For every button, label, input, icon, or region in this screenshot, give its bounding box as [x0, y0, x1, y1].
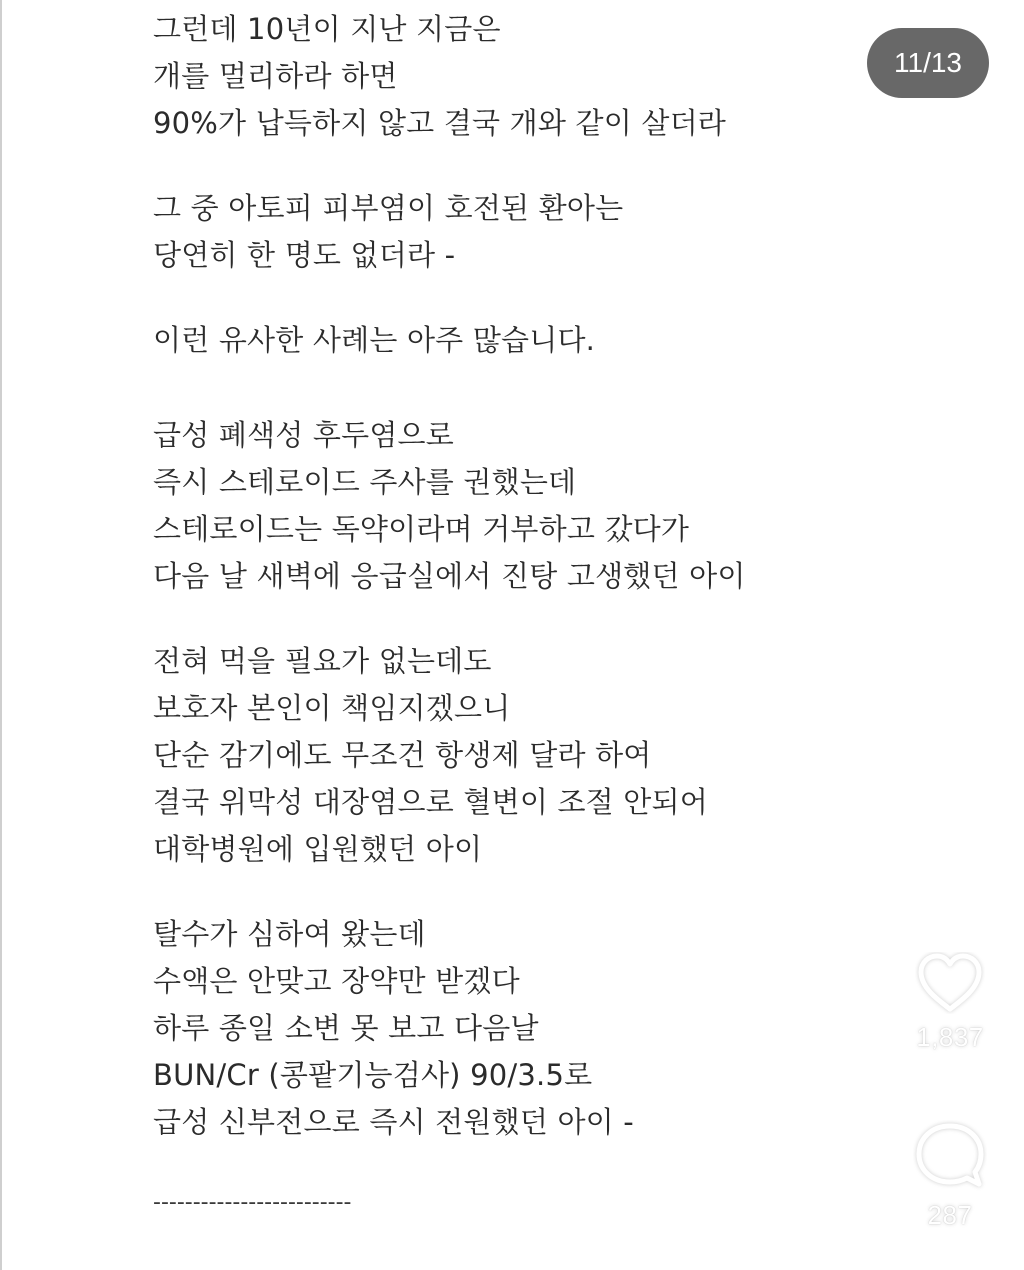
text-line: 하루 종일 소변 못 보고 다음날 — [153, 1011, 539, 1045]
text-line: 개를 멀리하라 하면 — [153, 59, 398, 93]
comment-button[interactable] — [905, 1120, 995, 1231]
post-text-image — [153, 6, 853, 1146]
like-button[interactable] — [905, 952, 995, 1053]
text-line: 단순 감기에도 무조건 항생제 달라 하여 — [153, 738, 652, 772]
text-line: 스테로이드는 독약이라며 거부하고 갔다가 — [153, 512, 690, 546]
text-line: 당연히 한 명도 없더라 - — [153, 238, 456, 272]
paragraph-4 — [153, 412, 853, 600]
text-line: BUN/Cr (콩팥기능검사) 90/3.5로 — [153, 1058, 593, 1092]
text-line: 대학병원에 입원했던 아이 — [153, 832, 483, 866]
text-line: 전혀 먹을 필요가 없는데도 — [153, 644, 492, 678]
paragraph-6 — [153, 911, 853, 1146]
heart-icon — [915, 952, 985, 1014]
text-line: 이런 유사한 사례는 아주 많습니다. — [153, 323, 596, 357]
dashed-separator: ------------------------- — [153, 1193, 352, 1213]
text-line: 보호자 본인이 책임지겠으니 — [153, 691, 511, 725]
paragraph-5 — [153, 638, 853, 873]
left-edge-divider — [0, 0, 2, 1270]
text-line: 그 중 아토피 피부염이 호전된 환아는 — [153, 191, 624, 225]
text-line: 결국 위막성 대장염으로 혈변이 조절 안되어 — [153, 785, 708, 819]
text-line: 급성 폐색성 후두염으로 — [153, 418, 454, 452]
comment-count: 287 — [927, 1200, 973, 1230]
text-line: 탈수가 심하여 왔는데 — [153, 917, 426, 951]
text-line: 급성 신부전으로 즉시 전원했던 아이 - — [153, 1105, 634, 1139]
like-count: 1,837 — [916, 1022, 984, 1052]
text-line: 다음 날 새벽에 응급실에서 진탕 고생했던 아이 — [153, 559, 746, 593]
text-line: 90%가 납득하지 않고 결국 개와 같이 살더라 — [153, 106, 726, 140]
paragraph-2 — [153, 185, 853, 279]
text-line: 그런데 10년이 지난 지금은 — [153, 12, 501, 46]
text-line: 수액은 안맞고 장약만 받겠다 — [153, 964, 520, 998]
paragraph-3 — [153, 317, 853, 364]
paragraph-1 — [153, 6, 853, 147]
text-line: 즉시 스테로이드 주사를 권했는데 — [153, 465, 577, 499]
page-indicator: 11/13 — [867, 28, 989, 98]
speech-bubble-icon — [913, 1120, 987, 1192]
